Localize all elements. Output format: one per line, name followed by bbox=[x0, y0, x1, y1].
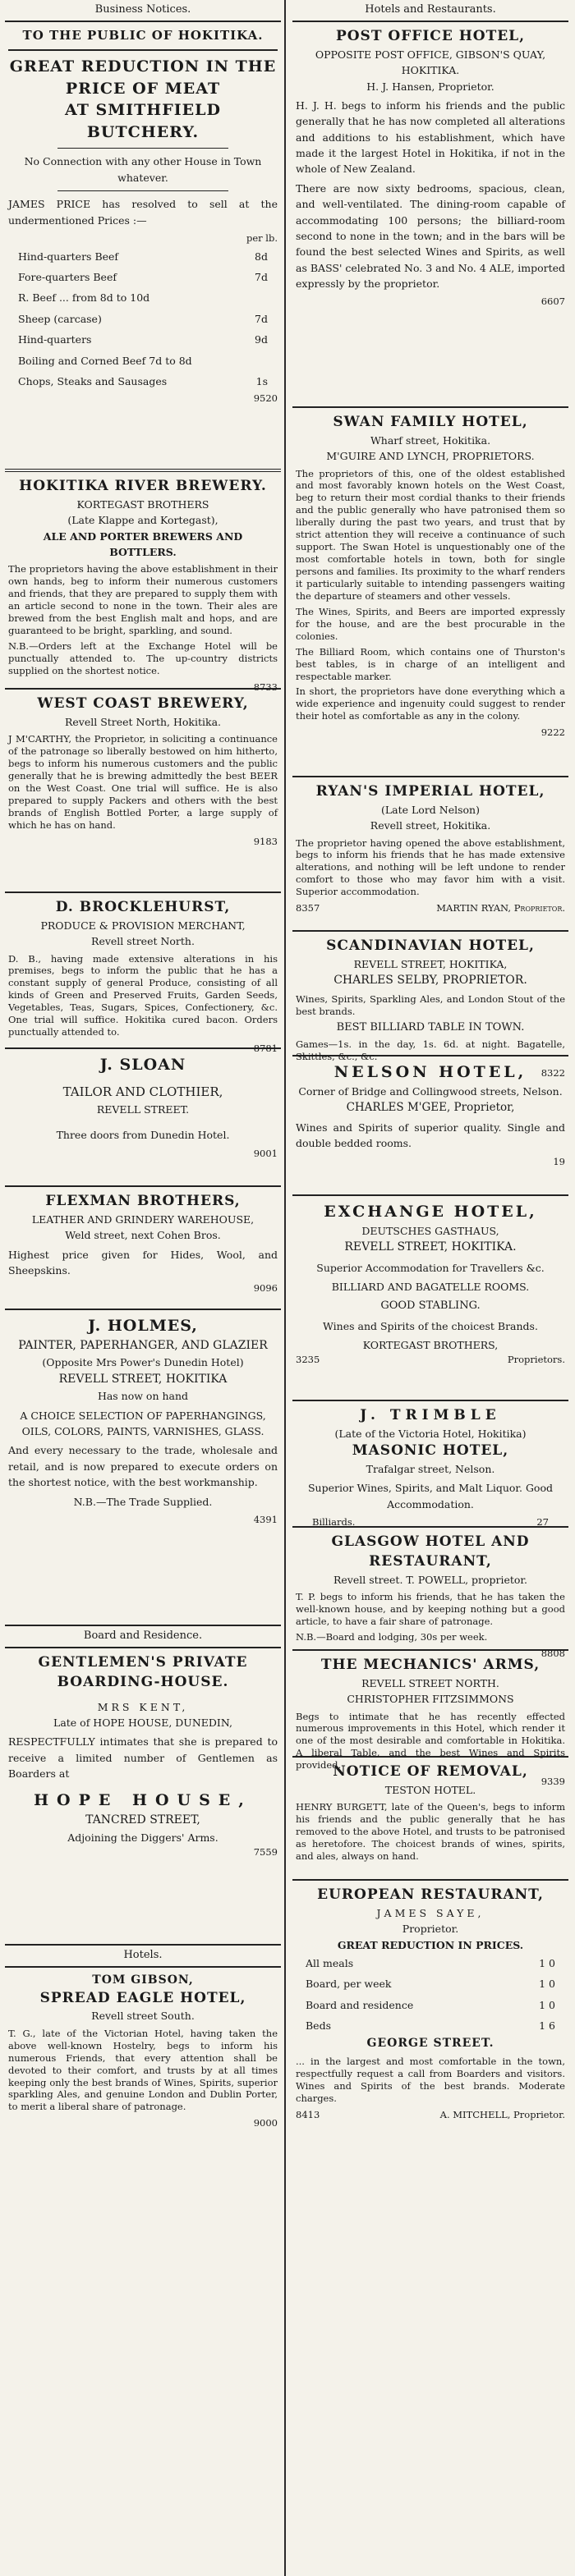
section-heading-hotels: Hotels. bbox=[5, 1946, 281, 1968]
price-row: Hind-quarters 9d bbox=[18, 333, 268, 346]
ad-ref-number: 9222 bbox=[540, 727, 565, 739]
ad-exchange-hotel bbox=[292, 1196, 568, 1401]
ad-west-coast-brewery bbox=[5, 690, 281, 893]
ad-headline: J. TRIMBLE bbox=[360, 1407, 501, 1423]
ad-sloan-tailor bbox=[5, 1049, 281, 1187]
ad-ref-number: 8781 bbox=[253, 1043, 278, 1055]
ad-note: No Connection with any other House in Town whatever. bbox=[24, 155, 262, 184]
ad-ref-number: 9001 bbox=[253, 1147, 278, 1159]
ad-subhead: M'GUIRE AND LYNCH, PROPRIETORS. bbox=[326, 450, 535, 463]
ad-signature: MARTIN RYAN, Proprietor. bbox=[436, 902, 565, 914]
ad-boarding-house bbox=[5, 1648, 281, 1946]
ad-subhead: Revell street South. bbox=[91, 2010, 195, 2023]
ad-footer bbox=[296, 1353, 565, 1368]
ad-ref-number: 6607 bbox=[540, 296, 565, 308]
price-row: Boiling and Corned Beef 7d to 8d bbox=[18, 354, 192, 367]
ad-headline: J. HOLMES, bbox=[88, 1317, 198, 1335]
ad-body: A CHOICE SELECTION OF PAPERHANGINGS, OILS, COLORS, PAINTS, VARNISHES, GLASS. bbox=[20, 1409, 266, 1438]
ad-body: Billiards. bbox=[312, 1516, 356, 1529]
ad-body: BEST BILLIARD TABLE IN TOWN. bbox=[336, 1020, 525, 1034]
price-row: Sheep (carcase) 7d bbox=[18, 312, 268, 325]
ad-smithfield-butchery bbox=[5, 22, 281, 472]
ad-subhead: CHARLES M'GEE, Proprietor, bbox=[346, 1100, 515, 1114]
ad-body: Highest price given for Hides, Wool, and Sheepskins. bbox=[8, 1248, 278, 1277]
ad-european-restaurant bbox=[292, 1881, 568, 2129]
ad-subhead: HOKITIKA. bbox=[401, 64, 460, 77]
ad-subhead: TESTON HOTEL. bbox=[384, 1783, 476, 1796]
ad-body: D. B., having made extensive alterations in his premises, begs to inform the public that he has a constant supply of general Produce, consisting of all kinds of Green and Preserved Fruits, Garden Seeds, Vegetables, Teas, Sugars, Spices, Confectionery, &c. One trial will suffice. Hokitika cured bacon. Orders punctually attended to. bbox=[8, 952, 278, 1038]
ad-headline: GENTLEMEN'S PRIVATE bbox=[38, 1654, 248, 1671]
ad-subhead: DEUTSCHES GASTHAUS, bbox=[361, 1224, 499, 1237]
ad-subhead: (Late Klappe and Kortegast), bbox=[67, 514, 218, 527]
price-row: Fore-quarters Beef 7d bbox=[18, 271, 268, 284]
ad-body: T. P. begs to inform his friends, that he has taken the well-known house, and by keeping nothing but a good article, to have a fair share of patronage. bbox=[296, 1590, 565, 1627]
ad-headline: FLEXMAN BROTHERS, bbox=[45, 1193, 241, 1209]
ad-subhead: H. J. Hansen, Proprietor. bbox=[366, 80, 494, 93]
ad-headline: TOM GIBSON, bbox=[92, 1973, 194, 1987]
ad-nelson-hotel bbox=[292, 1057, 568, 1196]
ad-body: BILLIARD AND BAGATELLE ROOMS. bbox=[331, 1281, 530, 1294]
ad-brocklehurst bbox=[5, 893, 281, 1055]
ad-headline: SWAN FAMILY HOTEL, bbox=[333, 414, 528, 430]
ad-subhead: (Late Lord Nelson) bbox=[380, 803, 480, 816]
ad-subhead: MRS KENT, bbox=[97, 1700, 189, 1713]
ad-ref-number: 8808 bbox=[540, 1647, 565, 1659]
ad-headline: WEST COAST BREWERY, bbox=[37, 695, 249, 712]
ad-subhead: REVELL STREET, HOKITIKA bbox=[58, 1372, 228, 1386]
ad-subhead: Revell street, Hokitika. bbox=[370, 819, 491, 832]
ad-body: GOOD STABLING. bbox=[380, 1299, 481, 1313]
ad-ref-number: 19 bbox=[553, 1155, 565, 1167]
price-row: Board, per week 1 0 bbox=[306, 1978, 555, 1991]
ad-hokitika-river-brewery bbox=[5, 472, 281, 693]
ad-subhead: LEATHER AND GRINDERY WAREHOUSE, bbox=[31, 1212, 255, 1226]
ad-subhead: (Late of the Victoria Hotel, Hokitika) bbox=[334, 1427, 527, 1440]
ad-body: The Billiard Room, which contains one of Thurston's best tables, is in charge of an intelligent and respectable marker. bbox=[296, 645, 565, 682]
ad-subhead: Adjoining the Diggers' Arms. bbox=[67, 1831, 218, 1844]
ad-subhead: PAINTER, PAPERHANGER, AND GLAZIER bbox=[18, 1338, 268, 1352]
ad-ref-number: 27 bbox=[536, 1516, 549, 1529]
ad-subhead: PRODUCE & PROVISION MERCHANT, bbox=[40, 919, 246, 932]
ad-subhead: Revell street North. bbox=[91, 935, 195, 948]
ad-subhead: REVELL STREET, HOKITIKA. bbox=[344, 1240, 517, 1254]
price-row: Chops, Steaks and Sausages 1s bbox=[18, 374, 268, 387]
ad-headline: EUROPEAN RESTAURANT, bbox=[317, 1886, 544, 1903]
ad-body: And every necessary to the trade, wholesale and retail, and is now prepared to execute orders on the shortest notice, with the best workmanship. bbox=[8, 1444, 278, 1489]
ad-subhead: KORTEGAST BROTHERS bbox=[76, 497, 209, 511]
ad-ref-number: 8322 bbox=[540, 1066, 565, 1079]
ad-body: RESPECTFULLY intimates that she is prepared to receive a limited number of Gentlemen as Boarders at bbox=[8, 1735, 278, 1781]
ad-ryans-imperial-hotel bbox=[292, 777, 568, 932]
ad-subhead: Has now on hand bbox=[97, 1390, 189, 1403]
ad-subhead: JAMES SAYE, bbox=[376, 1906, 485, 1919]
ad-ref-number: 8357 bbox=[296, 902, 320, 914]
per-lb-label: per lb. bbox=[246, 231, 278, 244]
ad-headline: SPREAD EAGLE HOTEL, bbox=[39, 1989, 246, 2006]
ad-footer bbox=[296, 2108, 565, 2123]
ad-ref-number: 9339 bbox=[540, 1776, 565, 1788]
ad-headline: AT SMITHFIELD BUTCHERY. bbox=[65, 101, 221, 141]
ad-headline: POST OFFICE HOTEL, bbox=[335, 28, 526, 44]
ad-masonic-hotel bbox=[292, 1401, 568, 1528]
ad-footer bbox=[296, 901, 565, 916]
ad-subhead: TANCRED STREET, bbox=[85, 1813, 200, 1827]
ad-body: N.B.—The Trade Supplied. bbox=[73, 1495, 213, 1508]
ad-subhead: OPPOSITE POST OFFICE, GIBSON'S QUAY, bbox=[315, 48, 546, 61]
ad-subhead: Proprietor. bbox=[402, 1923, 459, 1936]
ad-subhead: CHRISTOPHER FITZSIMMONS bbox=[347, 1693, 514, 1706]
ad-body: H. J. H. begs to inform his friends and the public generally that he has now completed all alterations and additions to his establishment, which have made it the largest Hotel in Hokitika, if not in the whole of New Zealand. bbox=[296, 99, 565, 176]
ad-spread-eagle-hotel bbox=[5, 1968, 281, 2138]
ad-body: There are now sixty bedrooms, spacious, clean, and well-ventilated. The dining-room capable of accommodating 100 persons; the billiard-room second to none in the town; and in the bars will be found the best selected Wines and Spirits, as well as BASS' celebrated No. 3 and No. 4 ALE, imported expressly by the proprietor. bbox=[296, 181, 565, 291]
ad-notice-of-removal bbox=[292, 1758, 568, 1881]
ad-subhead: CHARLES SELBY, PROPRIETOR. bbox=[334, 974, 527, 988]
ad-body: Superior Wines, Spirits, and Malt Liquor. Good Accommodation. bbox=[307, 1482, 553, 1510]
ad-headline: TO THE PUBLIC OF HOKITIKA. bbox=[22, 28, 264, 43]
ad-headline: HOKITIKA RIVER BREWERY. bbox=[19, 478, 267, 494]
ad-glasgow-hotel bbox=[292, 1528, 568, 1659]
ad-body: The proprietor having opened the above establishment, begs to inform his friends that he has made extensive alterations, and nothing will be left undone to render comfort to those who may favor him with a visit. Superior accommodation. bbox=[296, 837, 565, 898]
ad-body: Wines, Spirits, Sparkling Ales, and London Stout of the best brands. bbox=[296, 992, 565, 1017]
ad-ref-number: 9183 bbox=[253, 835, 278, 847]
ad-ref-number: 7559 bbox=[253, 1846, 278, 1859]
ad-headline: HOPE HOUSE, bbox=[34, 1791, 252, 1810]
ad-body: The proprietors having the above establishment in their own hands, beg to inform their numerous customers and friends, that they are prepared to supply them with an article second to none in the town. Their ales are brewed from the best English malt and hops, and are guaranteed to be bright, sparkling, and sound. bbox=[8, 563, 278, 636]
ad-headline: RYAN'S IMPERIAL HOTEL, bbox=[315, 783, 545, 800]
ad-body: Three doors from Dunedin Hotel. bbox=[56, 1129, 230, 1142]
ad-ref-number: 3235 bbox=[296, 1354, 320, 1366]
ad-body: Wines and Spirits of superior quality. Single and double bedded rooms. bbox=[296, 1121, 565, 1150]
ad-signature: KORTEGAST BROTHERS, bbox=[362, 1338, 499, 1351]
ad-headline: NELSON HOTEL, bbox=[334, 1063, 527, 1081]
ad-signature: A. MITCHELL, Proprietor. bbox=[439, 2108, 565, 2120]
ad-ref-number: 8413 bbox=[296, 2108, 320, 2120]
price-row: Hind-quarters Beef 8d bbox=[18, 250, 268, 263]
ad-body: The proprietors of this, one of the oldest established and most favorably known hotels on the West Coast, beg to return their most cordial thanks to their friends and the public generally who have patronised them so liberally during the past two years, and trust that by strict attention they will receive a continuance of such support. The Swan Hotel is unquestionably one of the most comfortable hotels in town, both for single persons and families. Its proximity to the wharf renders it particularly suitable to intending passengers waiting the departure of steamers and other vessels. bbox=[296, 467, 565, 602]
ad-headline: D. BROCKLEHURST, bbox=[55, 899, 231, 915]
section-heading-business: Business Notices. bbox=[5, 0, 281, 22]
ad-ref-number: 9096 bbox=[253, 1282, 278, 1295]
ad-ref-number: 4391 bbox=[253, 1513, 278, 1525]
ad-ref-number: 9000 bbox=[253, 2117, 278, 2129]
ad-body: T. G., late of the Victorian Hotel, having taken the above well-known Hostelry, begs to inform his numerous Friends, that every attention shall be devoted to their comfort, and trusts by at all times keeping only the best brands of Wines, Spirits, superior sparkling Ales, and genuine London and Dublin Porter, to merit a liberal share of patronage. bbox=[8, 2027, 278, 2113]
ad-body: N.B.—Board and lodging, 30s per week. bbox=[296, 1630, 488, 1643]
ad-subhead: REVELL STREET NORTH. bbox=[361, 1676, 499, 1689]
ad-subhead: Wharf street, Hokitika. bbox=[370, 433, 491, 447]
left-column bbox=[5, 0, 281, 2138]
ad-body: Wines and Spirits of the choicest Brands. bbox=[323, 1319, 538, 1332]
right-column bbox=[292, 0, 568, 2129]
ad-subhead: Corner of Bridge and Collingwood streets, Nelson. bbox=[298, 1084, 563, 1098]
price-row: All meals 1 0 bbox=[306, 1956, 555, 1969]
price-row: Board and residence 1 0 bbox=[306, 1998, 555, 2011]
ad-subhead: REVELL STREET. bbox=[96, 1102, 190, 1116]
ad-subhead: TAILOR AND CLOTHIER, bbox=[62, 1084, 223, 1099]
ad-body: Games—1s. in the day, 1s. 6d. at night. Bagatelle, Skittles, &c., &c. bbox=[296, 1038, 565, 1062]
ad-subhead: Late of HOPE HOUSE, DUNEDIN, bbox=[53, 1716, 232, 1729]
section-heading-hotels-restaurants: Hotels and Restaurants. bbox=[292, 0, 568, 22]
ad-ref-number: 8733 bbox=[253, 681, 278, 693]
ad-headline: MASONIC HOTEL, bbox=[352, 1442, 509, 1460]
price-row: Beds 1 6 bbox=[306, 2019, 555, 2033]
ad-headline: EXCHANGE HOTEL, bbox=[324, 1203, 537, 1221]
ad-body: ... in the largest and most comfortable in the town, respectfully request a call from Boarders and visitors. Wines and Spirits of the best brands. Moderate charges. bbox=[296, 2056, 565, 2104]
ad-subhead: Revell street. T. POWELL, proprietor. bbox=[333, 1573, 528, 1586]
ad-body: N.B.—Orders left at the Exchange Hotel will be punctually attended to. The up-country districts supplied on the shortest notice. bbox=[8, 639, 278, 676]
ad-subhead: Weld street, next Cohen Bros. bbox=[65, 1229, 221, 1242]
ad-subhead: Trafalgar street, Nelson. bbox=[366, 1462, 495, 1475]
ad-holmes-painter bbox=[5, 1310, 281, 1626]
ad-post-office-hotel bbox=[292, 22, 568, 408]
ad-body: In short, the proprietors have done everything which a wide experience and ingenuity could suggest to render their hotel as comfortable as any in the colony. bbox=[296, 685, 565, 722]
ad-flexman-brothers bbox=[5, 1187, 281, 1310]
ad-subhead: Revell Street North, Hokitika. bbox=[64, 715, 222, 728]
ad-subhead: ALE AND PORTER BREWERS AND BOTTLERS. bbox=[43, 529, 243, 558]
ad-headline: J. SLOAN bbox=[99, 1056, 186, 1074]
ad-headline: GEORGE STREET. bbox=[366, 2037, 494, 2051]
ad-body: The Wines, Spirits, and Beers are imported expressly for the house, and are the best procurable in the colonies. bbox=[296, 605, 565, 642]
ad-ref-number: 9520 bbox=[253, 392, 278, 405]
ad-subhead: GREAT REDUCTION IN PRICES. bbox=[337, 1938, 524, 1951]
ad-headline: GREAT REDUCTION IN THE bbox=[9, 57, 277, 76]
ad-body: Superior Accommodation for Travellers &c. bbox=[316, 1261, 545, 1274]
ad-body: J M'CARTHY, the Proprietor, in soliciting a continuance of the patronage so liberally bestowed on him hitherto, begs to inform his numerous customers and the public generally that he is brewing admittedly the best BEER on the West Coast. One trial will suffice. He is also prepared to supply Packers and others with the best brands of English Bottled Porter, a large supply of which he has on hand. bbox=[8, 733, 278, 831]
ad-intro: JAMES PRICE has resolved to sell at the undermentioned Prices :— bbox=[8, 198, 278, 227]
price-row: R. Beef ... from 8d to 10d bbox=[18, 291, 150, 305]
ad-body: HENRY BURGETT, late of the Queen's, begs to inform his friends and the public generally that he has removed to the above Hotel, and trusts to be patronised as heretofore. The choicest brands of wines, spirits, and ales, always on hand. bbox=[296, 1801, 565, 1862]
ad-subhead: (Opposite Mrs Power's Dunedin Hotel) bbox=[42, 1356, 244, 1369]
column-divider bbox=[284, 0, 286, 2576]
ad-body: Begs to intimate that he has recently effected numerous improvements in this Hotel, which render it one of the most desirable and comfortable in Hokitika. A liberal Table, and the best Wines and Spirits provided. bbox=[296, 1710, 565, 1772]
ad-signature: Proprietors. bbox=[507, 1354, 565, 1366]
ad-swan-family-hotel bbox=[292, 408, 568, 777]
ad-subhead: REVELL STREET, HOKITIKA, bbox=[353, 957, 508, 970]
ad-headline: PRICE OF MEAT bbox=[65, 79, 221, 98]
ad-headline: GLASGOW HOTEL AND RESTAURANT, bbox=[331, 1533, 530, 1570]
ad-headline: BOARDING-HOUSE. bbox=[57, 1673, 229, 1690]
ad-headline: SCANDINAVIAN HOTEL, bbox=[326, 937, 535, 954]
ad-headline: THE MECHANICS' ARMS, bbox=[320, 1657, 540, 1673]
ad-headline: NOTICE OF REMOVAL, bbox=[333, 1763, 528, 1780]
section-heading-board: Board and Residence. bbox=[5, 1626, 281, 1648]
